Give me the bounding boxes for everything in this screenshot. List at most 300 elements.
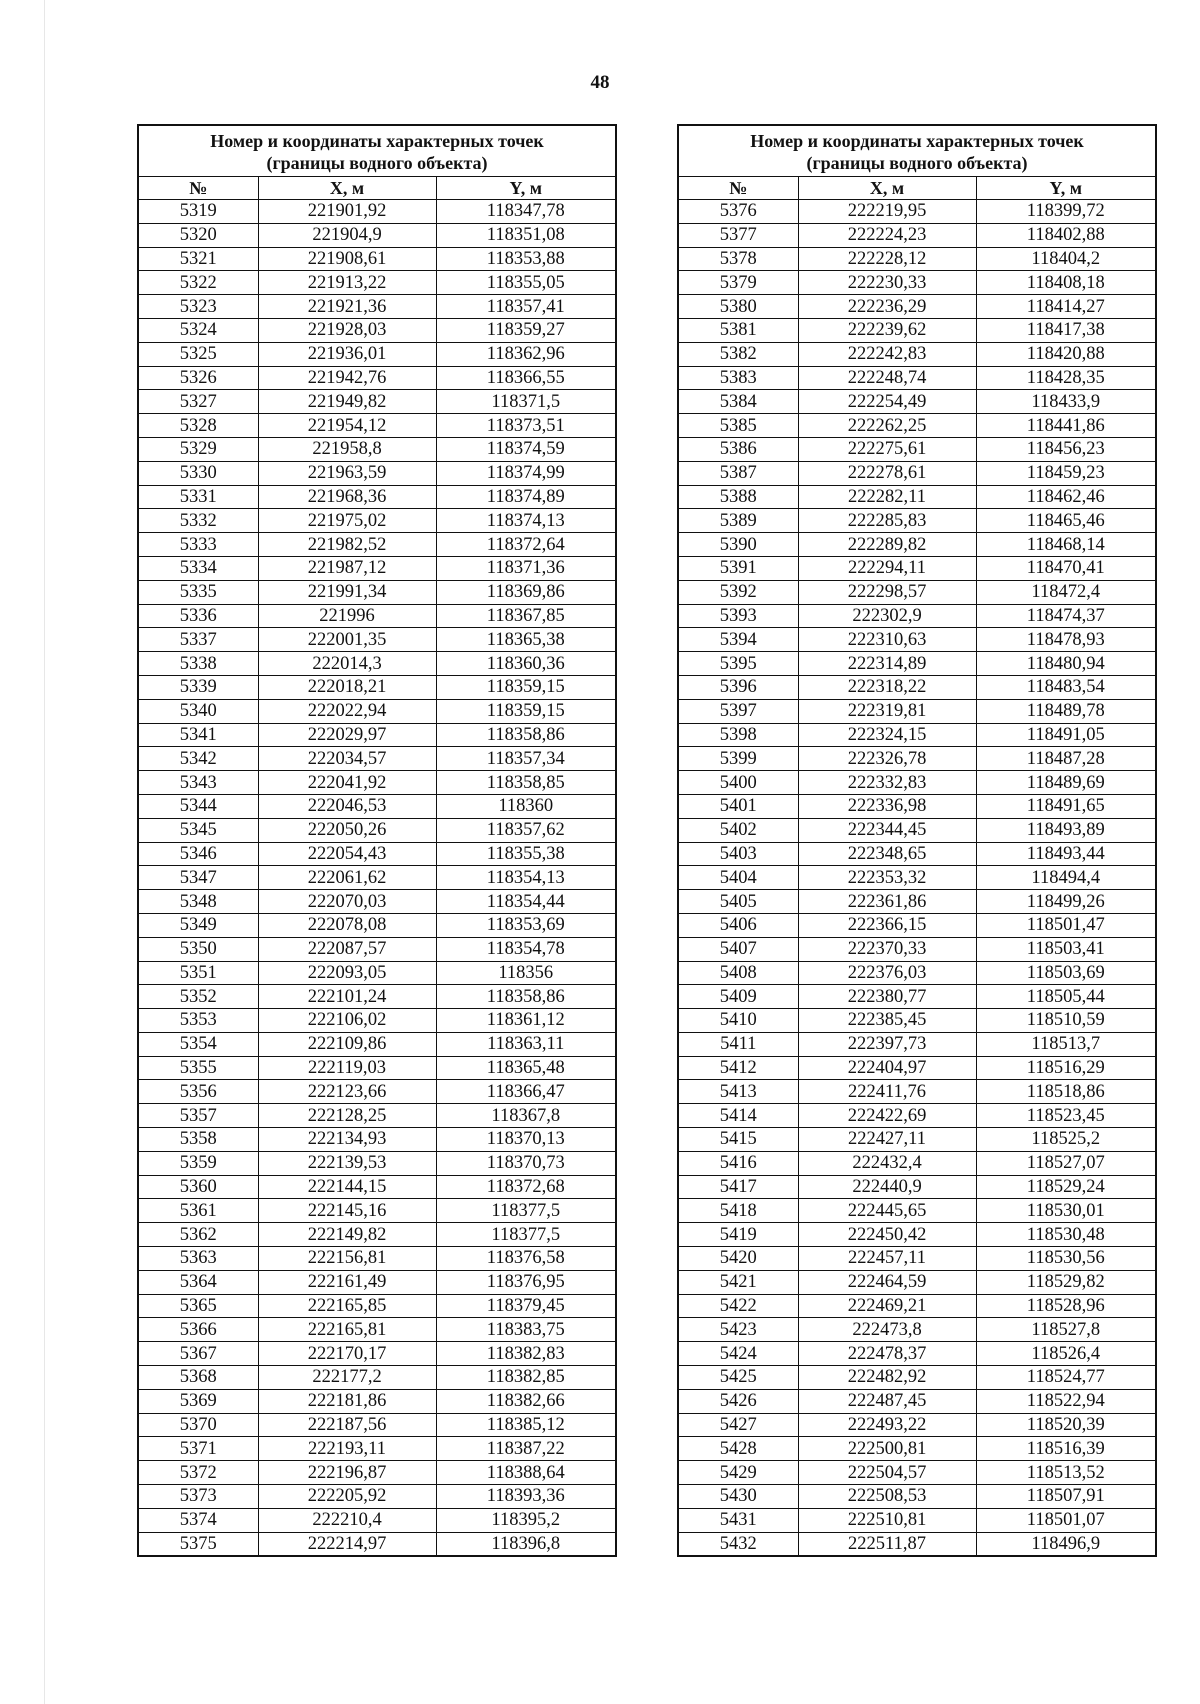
table-row — [138, 342, 616, 366]
cell-point-number: 5376 — [678, 200, 798, 224]
cell-point-number: 5388 — [678, 485, 798, 509]
cell-x: 221921,36 — [258, 295, 436, 319]
cell-y: 118358,85 — [436, 771, 616, 795]
cell-x: 221982,52 — [258, 533, 436, 557]
cell-point-number: 5410 — [678, 1009, 798, 1033]
cell-point-number: 5384 — [678, 390, 798, 414]
cell-point-number: 5352 — [138, 985, 258, 1009]
table-title-line1: Номер и координаты характерных точек — [750, 131, 1084, 151]
cell-point-number: 5323 — [138, 295, 258, 319]
cell-y: 118516,39 — [976, 1437, 1156, 1461]
cell-x: 222314,89 — [798, 652, 976, 676]
cell-point-number: 5396 — [678, 675, 798, 699]
cell-point-number: 5333 — [138, 533, 258, 557]
cell-point-number: 5427 — [678, 1413, 798, 1437]
table-row — [138, 200, 616, 224]
table-row — [138, 271, 616, 295]
cell-x: 222061,62 — [258, 866, 436, 890]
cell-point-number: 5400 — [678, 771, 798, 795]
table-row — [138, 604, 616, 628]
cell-y: 118356 — [436, 961, 616, 985]
table-row — [678, 1461, 1156, 1485]
cell-y: 118523,45 — [976, 1104, 1156, 1128]
cell-x: 222353,32 — [798, 866, 976, 890]
cell-x: 222254,49 — [798, 390, 976, 414]
cell-point-number: 5334 — [138, 556, 258, 580]
cell-x: 222278,61 — [798, 461, 976, 485]
cell-x: 222282,11 — [798, 485, 976, 509]
cell-y: 118351,08 — [436, 223, 616, 247]
cell-point-number: 5432 — [678, 1532, 798, 1556]
cell-y: 118371,36 — [436, 556, 616, 580]
cell-y: 118468,14 — [976, 533, 1156, 557]
cell-point-number: 5406 — [678, 913, 798, 937]
cell-y: 118465,46 — [976, 509, 1156, 533]
cell-x: 222324,15 — [798, 723, 976, 747]
cell-y: 118358,86 — [436, 723, 616, 747]
cell-y: 118478,93 — [976, 628, 1156, 652]
table-row — [678, 1175, 1156, 1199]
table-row — [138, 1199, 616, 1223]
cell-point-number: 5419 — [678, 1223, 798, 1247]
cell-point-number: 5366 — [138, 1318, 258, 1342]
table-row — [678, 437, 1156, 461]
table-row — [678, 223, 1156, 247]
cell-point-number: 5370 — [138, 1413, 258, 1437]
table-row — [138, 1437, 616, 1461]
table-row — [678, 699, 1156, 723]
cell-y: 118420,88 — [976, 342, 1156, 366]
cell-x: 222332,83 — [798, 771, 976, 795]
table-row — [678, 1270, 1156, 1294]
cell-point-number: 5377 — [678, 223, 798, 247]
column-header-x: X, м — [258, 177, 436, 200]
cell-x: 222156,81 — [258, 1247, 436, 1271]
table-row — [678, 628, 1156, 652]
cell-point-number: 5338 — [138, 652, 258, 676]
cell-point-number: 5321 — [138, 247, 258, 271]
table-row — [138, 1532, 616, 1556]
cell-x: 222029,97 — [258, 723, 436, 747]
cell-point-number: 5383 — [678, 366, 798, 390]
cell-y: 118357,62 — [436, 818, 616, 842]
cell-point-number: 5319 — [138, 200, 258, 224]
table-row — [138, 794, 616, 818]
cell-y: 118367,85 — [436, 604, 616, 628]
table-row — [138, 580, 616, 604]
table-row — [138, 1104, 616, 1128]
cell-point-number: 5347 — [138, 866, 258, 890]
cell-x: 222109,86 — [258, 1032, 436, 1056]
table-row — [138, 890, 616, 914]
cell-x: 222161,49 — [258, 1270, 436, 1294]
cell-y: 118377,5 — [436, 1199, 616, 1223]
cell-point-number: 5426 — [678, 1389, 798, 1413]
table-row — [138, 1413, 616, 1437]
table-row — [678, 556, 1156, 580]
table-row — [678, 652, 1156, 676]
cell-point-number: 5381 — [678, 318, 798, 342]
cell-y: 118387,22 — [436, 1437, 616, 1461]
cell-point-number: 5371 — [138, 1437, 258, 1461]
cell-point-number: 5356 — [138, 1080, 258, 1104]
cell-y: 118489,78 — [976, 699, 1156, 723]
table-row — [678, 1366, 1156, 1390]
cell-x: 221987,12 — [258, 556, 436, 580]
cell-x: 222385,45 — [798, 1009, 976, 1033]
cell-point-number: 5402 — [678, 818, 798, 842]
cell-point-number: 5367 — [138, 1342, 258, 1366]
cell-point-number: 5412 — [678, 1056, 798, 1080]
cell-x: 221913,22 — [258, 271, 436, 295]
cell-y: 118366,55 — [436, 366, 616, 390]
cell-point-number: 5351 — [138, 961, 258, 985]
cell-x: 222294,11 — [798, 556, 976, 580]
cell-point-number: 5354 — [138, 1032, 258, 1056]
table-row — [678, 271, 1156, 295]
cell-point-number: 5390 — [678, 533, 798, 557]
cell-y: 118520,39 — [976, 1413, 1156, 1437]
cell-y: 118359,15 — [436, 675, 616, 699]
cell-point-number: 5380 — [678, 295, 798, 319]
table-row — [678, 1151, 1156, 1175]
cell-y: 118472,4 — [976, 580, 1156, 604]
cell-x: 221908,61 — [258, 247, 436, 271]
cell-x: 221954,12 — [258, 414, 436, 438]
table-row — [138, 461, 616, 485]
cell-x: 222134,93 — [258, 1128, 436, 1152]
cell-point-number: 5421 — [678, 1270, 798, 1294]
column-header-y: Y, м — [976, 177, 1156, 200]
cell-point-number: 5393 — [678, 604, 798, 628]
cell-point-number: 5322 — [138, 271, 258, 295]
cell-x: 222101,24 — [258, 985, 436, 1009]
table-row — [138, 1056, 616, 1080]
cell-y: 118354,44 — [436, 890, 616, 914]
cell-x: 222165,81 — [258, 1318, 436, 1342]
cell-point-number: 5327 — [138, 390, 258, 414]
cell-y: 118361,12 — [436, 1009, 616, 1033]
table-row — [678, 1318, 1156, 1342]
table-row — [138, 675, 616, 699]
cell-point-number: 5372 — [138, 1461, 258, 1485]
table-row — [678, 890, 1156, 914]
cell-x: 222376,03 — [798, 961, 976, 985]
table-row — [678, 1294, 1156, 1318]
table-row — [138, 913, 616, 937]
table-row — [138, 437, 616, 461]
cell-point-number: 5405 — [678, 890, 798, 914]
table-row — [138, 1366, 616, 1390]
cell-y: 118501,47 — [976, 913, 1156, 937]
margin-line — [44, 0, 45, 1704]
table-row — [138, 509, 616, 533]
table-row — [678, 985, 1156, 1009]
cell-point-number: 5399 — [678, 747, 798, 771]
cell-y: 118527,07 — [976, 1151, 1156, 1175]
table-row — [678, 533, 1156, 557]
cell-x: 222511,87 — [798, 1532, 976, 1556]
cell-y: 118513,52 — [976, 1461, 1156, 1485]
cell-point-number: 5320 — [138, 223, 258, 247]
cell-y: 118522,94 — [976, 1389, 1156, 1413]
cell-x: 222018,21 — [258, 675, 436, 699]
cell-point-number: 5324 — [138, 318, 258, 342]
cell-y: 118501,07 — [976, 1508, 1156, 1532]
table-row — [138, 1009, 616, 1033]
cell-y: 118408,18 — [976, 271, 1156, 295]
cell-x: 222473,8 — [798, 1318, 976, 1342]
cell-x: 222457,11 — [798, 1247, 976, 1271]
table-row — [138, 414, 616, 438]
table-row — [678, 414, 1156, 438]
coordinates-table-right — [677, 124, 1157, 1557]
cell-y: 118370,73 — [436, 1151, 616, 1175]
cell-point-number: 5330 — [138, 461, 258, 485]
cell-point-number: 5416 — [678, 1151, 798, 1175]
cell-y: 118480,94 — [976, 652, 1156, 676]
cell-x: 222348,65 — [798, 842, 976, 866]
cell-y: 118374,59 — [436, 437, 616, 461]
cell-x: 222144,15 — [258, 1175, 436, 1199]
table-row — [678, 937, 1156, 961]
table-row — [138, 366, 616, 390]
cell-y: 118526,4 — [976, 1342, 1156, 1366]
cell-x: 222344,45 — [798, 818, 976, 842]
cell-point-number: 5379 — [678, 271, 798, 295]
table-row — [678, 913, 1156, 937]
cell-x: 222070,03 — [258, 890, 436, 914]
cell-x: 222078,08 — [258, 913, 436, 937]
cell-x: 222087,57 — [258, 937, 436, 961]
table-title-line2: (границы водного объекта) — [806, 153, 1028, 173]
cell-y: 118367,8 — [436, 1104, 616, 1128]
cell-x: 222326,78 — [798, 747, 976, 771]
cell-point-number: 5398 — [678, 723, 798, 747]
cell-x: 222397,73 — [798, 1032, 976, 1056]
cell-x: 222050,26 — [258, 818, 436, 842]
cell-x: 222500,81 — [798, 1437, 976, 1461]
table-body-right — [678, 200, 1156, 1557]
cell-y: 118516,29 — [976, 1056, 1156, 1080]
cell-point-number: 5431 — [678, 1508, 798, 1532]
cell-x: 222214,97 — [258, 1532, 436, 1556]
table-row — [138, 652, 616, 676]
table-row — [678, 842, 1156, 866]
table-row — [138, 961, 616, 985]
table-row — [138, 985, 616, 1009]
cell-point-number: 5368 — [138, 1366, 258, 1390]
cell-x: 222432,4 — [798, 1151, 976, 1175]
cell-y: 118379,45 — [436, 1294, 616, 1318]
cell-x: 222149,82 — [258, 1223, 436, 1247]
table-row — [678, 1437, 1156, 1461]
cell-point-number: 5350 — [138, 937, 258, 961]
table-row — [138, 771, 616, 795]
column-header-x: X, м — [798, 177, 976, 200]
table-row — [678, 390, 1156, 414]
cell-x: 222289,82 — [798, 533, 976, 557]
cell-y: 118402,88 — [976, 223, 1156, 247]
cell-y: 118355,05 — [436, 271, 616, 295]
cell-point-number: 5326 — [138, 366, 258, 390]
cell-y: 118489,69 — [976, 771, 1156, 795]
cell-point-number: 5429 — [678, 1461, 798, 1485]
cell-point-number: 5382 — [678, 342, 798, 366]
cell-y: 118496,9 — [976, 1532, 1156, 1556]
cell-y: 118433,9 — [976, 390, 1156, 414]
table-row — [138, 937, 616, 961]
table-row — [678, 675, 1156, 699]
cell-point-number: 5328 — [138, 414, 258, 438]
cell-y: 118370,13 — [436, 1128, 616, 1152]
cell-y: 118363,11 — [436, 1032, 616, 1056]
cell-y: 118353,88 — [436, 247, 616, 271]
table-row — [678, 1128, 1156, 1152]
table-row — [678, 318, 1156, 342]
table-row — [138, 1128, 616, 1152]
cell-y: 118491,05 — [976, 723, 1156, 747]
cell-x: 222361,86 — [798, 890, 976, 914]
table-row — [138, 842, 616, 866]
cell-y: 118359,15 — [436, 699, 616, 723]
cell-x: 222318,22 — [798, 675, 976, 699]
cell-y: 118366,47 — [436, 1080, 616, 1104]
column-header-number: № — [138, 177, 258, 200]
table-row — [678, 1056, 1156, 1080]
cell-point-number: 5341 — [138, 723, 258, 747]
table-row — [678, 961, 1156, 985]
table-row — [138, 485, 616, 509]
table-row — [138, 390, 616, 414]
cell-point-number: 5343 — [138, 771, 258, 795]
table-row — [678, 1389, 1156, 1413]
cell-y: 118404,2 — [976, 247, 1156, 271]
table-row — [138, 628, 616, 652]
cell-x: 222380,77 — [798, 985, 976, 1009]
cell-y: 118483,54 — [976, 675, 1156, 699]
table-row — [678, 1508, 1156, 1532]
cell-x: 222440,9 — [798, 1175, 976, 1199]
cell-x: 222450,42 — [798, 1223, 976, 1247]
cell-y: 118396,8 — [436, 1532, 616, 1556]
table-row — [138, 747, 616, 771]
cell-point-number: 5401 — [678, 794, 798, 818]
cell-point-number: 5417 — [678, 1175, 798, 1199]
cell-point-number: 5357 — [138, 1104, 258, 1128]
cell-y: 118395,2 — [436, 1508, 616, 1532]
cell-y: 118493,89 — [976, 818, 1156, 842]
cell-x: 222404,97 — [798, 1056, 976, 1080]
cell-y: 118527,8 — [976, 1318, 1156, 1342]
cell-point-number: 5342 — [138, 747, 258, 771]
cell-point-number: 5413 — [678, 1080, 798, 1104]
cell-y: 118355,38 — [436, 842, 616, 866]
cell-point-number: 5336 — [138, 604, 258, 628]
cell-x: 222422,69 — [798, 1104, 976, 1128]
cell-y: 118376,95 — [436, 1270, 616, 1294]
cell-point-number: 5392 — [678, 580, 798, 604]
cell-y: 118382,83 — [436, 1342, 616, 1366]
cell-point-number: 5369 — [138, 1389, 258, 1413]
table-row — [138, 1080, 616, 1104]
cell-x: 221968,36 — [258, 485, 436, 509]
cell-x: 222336,98 — [798, 794, 976, 818]
cell-x: 222445,65 — [798, 1199, 976, 1223]
cell-y: 118530,48 — [976, 1223, 1156, 1247]
cell-point-number: 5391 — [678, 556, 798, 580]
cell-y: 118393,36 — [436, 1485, 616, 1509]
cell-x: 222310,63 — [798, 628, 976, 652]
table-row — [138, 295, 616, 319]
table-row — [678, 1485, 1156, 1509]
cell-y: 118362,96 — [436, 342, 616, 366]
cell-point-number: 5394 — [678, 628, 798, 652]
cell-x: 222181,86 — [258, 1389, 436, 1413]
cell-x: 221975,02 — [258, 509, 436, 533]
cell-point-number: 5411 — [678, 1032, 798, 1056]
cell-point-number: 5362 — [138, 1223, 258, 1247]
cell-y: 118359,27 — [436, 318, 616, 342]
cell-x: 221936,01 — [258, 342, 436, 366]
cell-x: 222139,53 — [258, 1151, 436, 1175]
cell-y: 118518,86 — [976, 1080, 1156, 1104]
cell-y: 118365,48 — [436, 1056, 616, 1080]
cell-x: 221942,76 — [258, 366, 436, 390]
cell-x: 222230,33 — [798, 271, 976, 295]
cell-point-number: 5365 — [138, 1294, 258, 1318]
table-row — [678, 1532, 1156, 1556]
table-row — [138, 818, 616, 842]
cell-y: 118399,72 — [976, 200, 1156, 224]
cell-y: 118474,37 — [976, 604, 1156, 628]
cell-y: 118374,89 — [436, 485, 616, 509]
cell-y: 118365,38 — [436, 628, 616, 652]
cell-point-number: 5345 — [138, 818, 258, 842]
cell-x: 222464,59 — [798, 1270, 976, 1294]
table-title — [138, 125, 616, 177]
table-row — [138, 223, 616, 247]
page-number: 48 — [590, 72, 610, 93]
cell-point-number: 5375 — [138, 1532, 258, 1556]
cell-y: 118513,7 — [976, 1032, 1156, 1056]
cell-x: 222170,17 — [258, 1342, 436, 1366]
cell-x: 222487,45 — [798, 1389, 976, 1413]
cell-point-number: 5409 — [678, 985, 798, 1009]
cell-y: 118529,82 — [976, 1270, 1156, 1294]
cell-y: 118374,99 — [436, 461, 616, 485]
cell-y: 118487,28 — [976, 747, 1156, 771]
table-row — [678, 366, 1156, 390]
table-row — [678, 247, 1156, 271]
cell-x: 222219,95 — [798, 200, 976, 224]
cell-y: 118529,24 — [976, 1175, 1156, 1199]
cell-y: 118417,38 — [976, 318, 1156, 342]
cell-y: 118428,35 — [976, 366, 1156, 390]
cell-x: 221958,8 — [258, 437, 436, 461]
cell-point-number: 5385 — [678, 414, 798, 438]
table-row — [138, 247, 616, 271]
cell-x: 221996 — [258, 604, 436, 628]
table-row — [138, 866, 616, 890]
table-row — [678, 485, 1156, 509]
cell-y: 118347,78 — [436, 200, 616, 224]
table-row — [678, 1342, 1156, 1366]
cell-point-number: 5359 — [138, 1151, 258, 1175]
column-header-number: № — [678, 177, 798, 200]
cell-x: 222210,4 — [258, 1508, 436, 1532]
cell-x: 222041,92 — [258, 771, 436, 795]
